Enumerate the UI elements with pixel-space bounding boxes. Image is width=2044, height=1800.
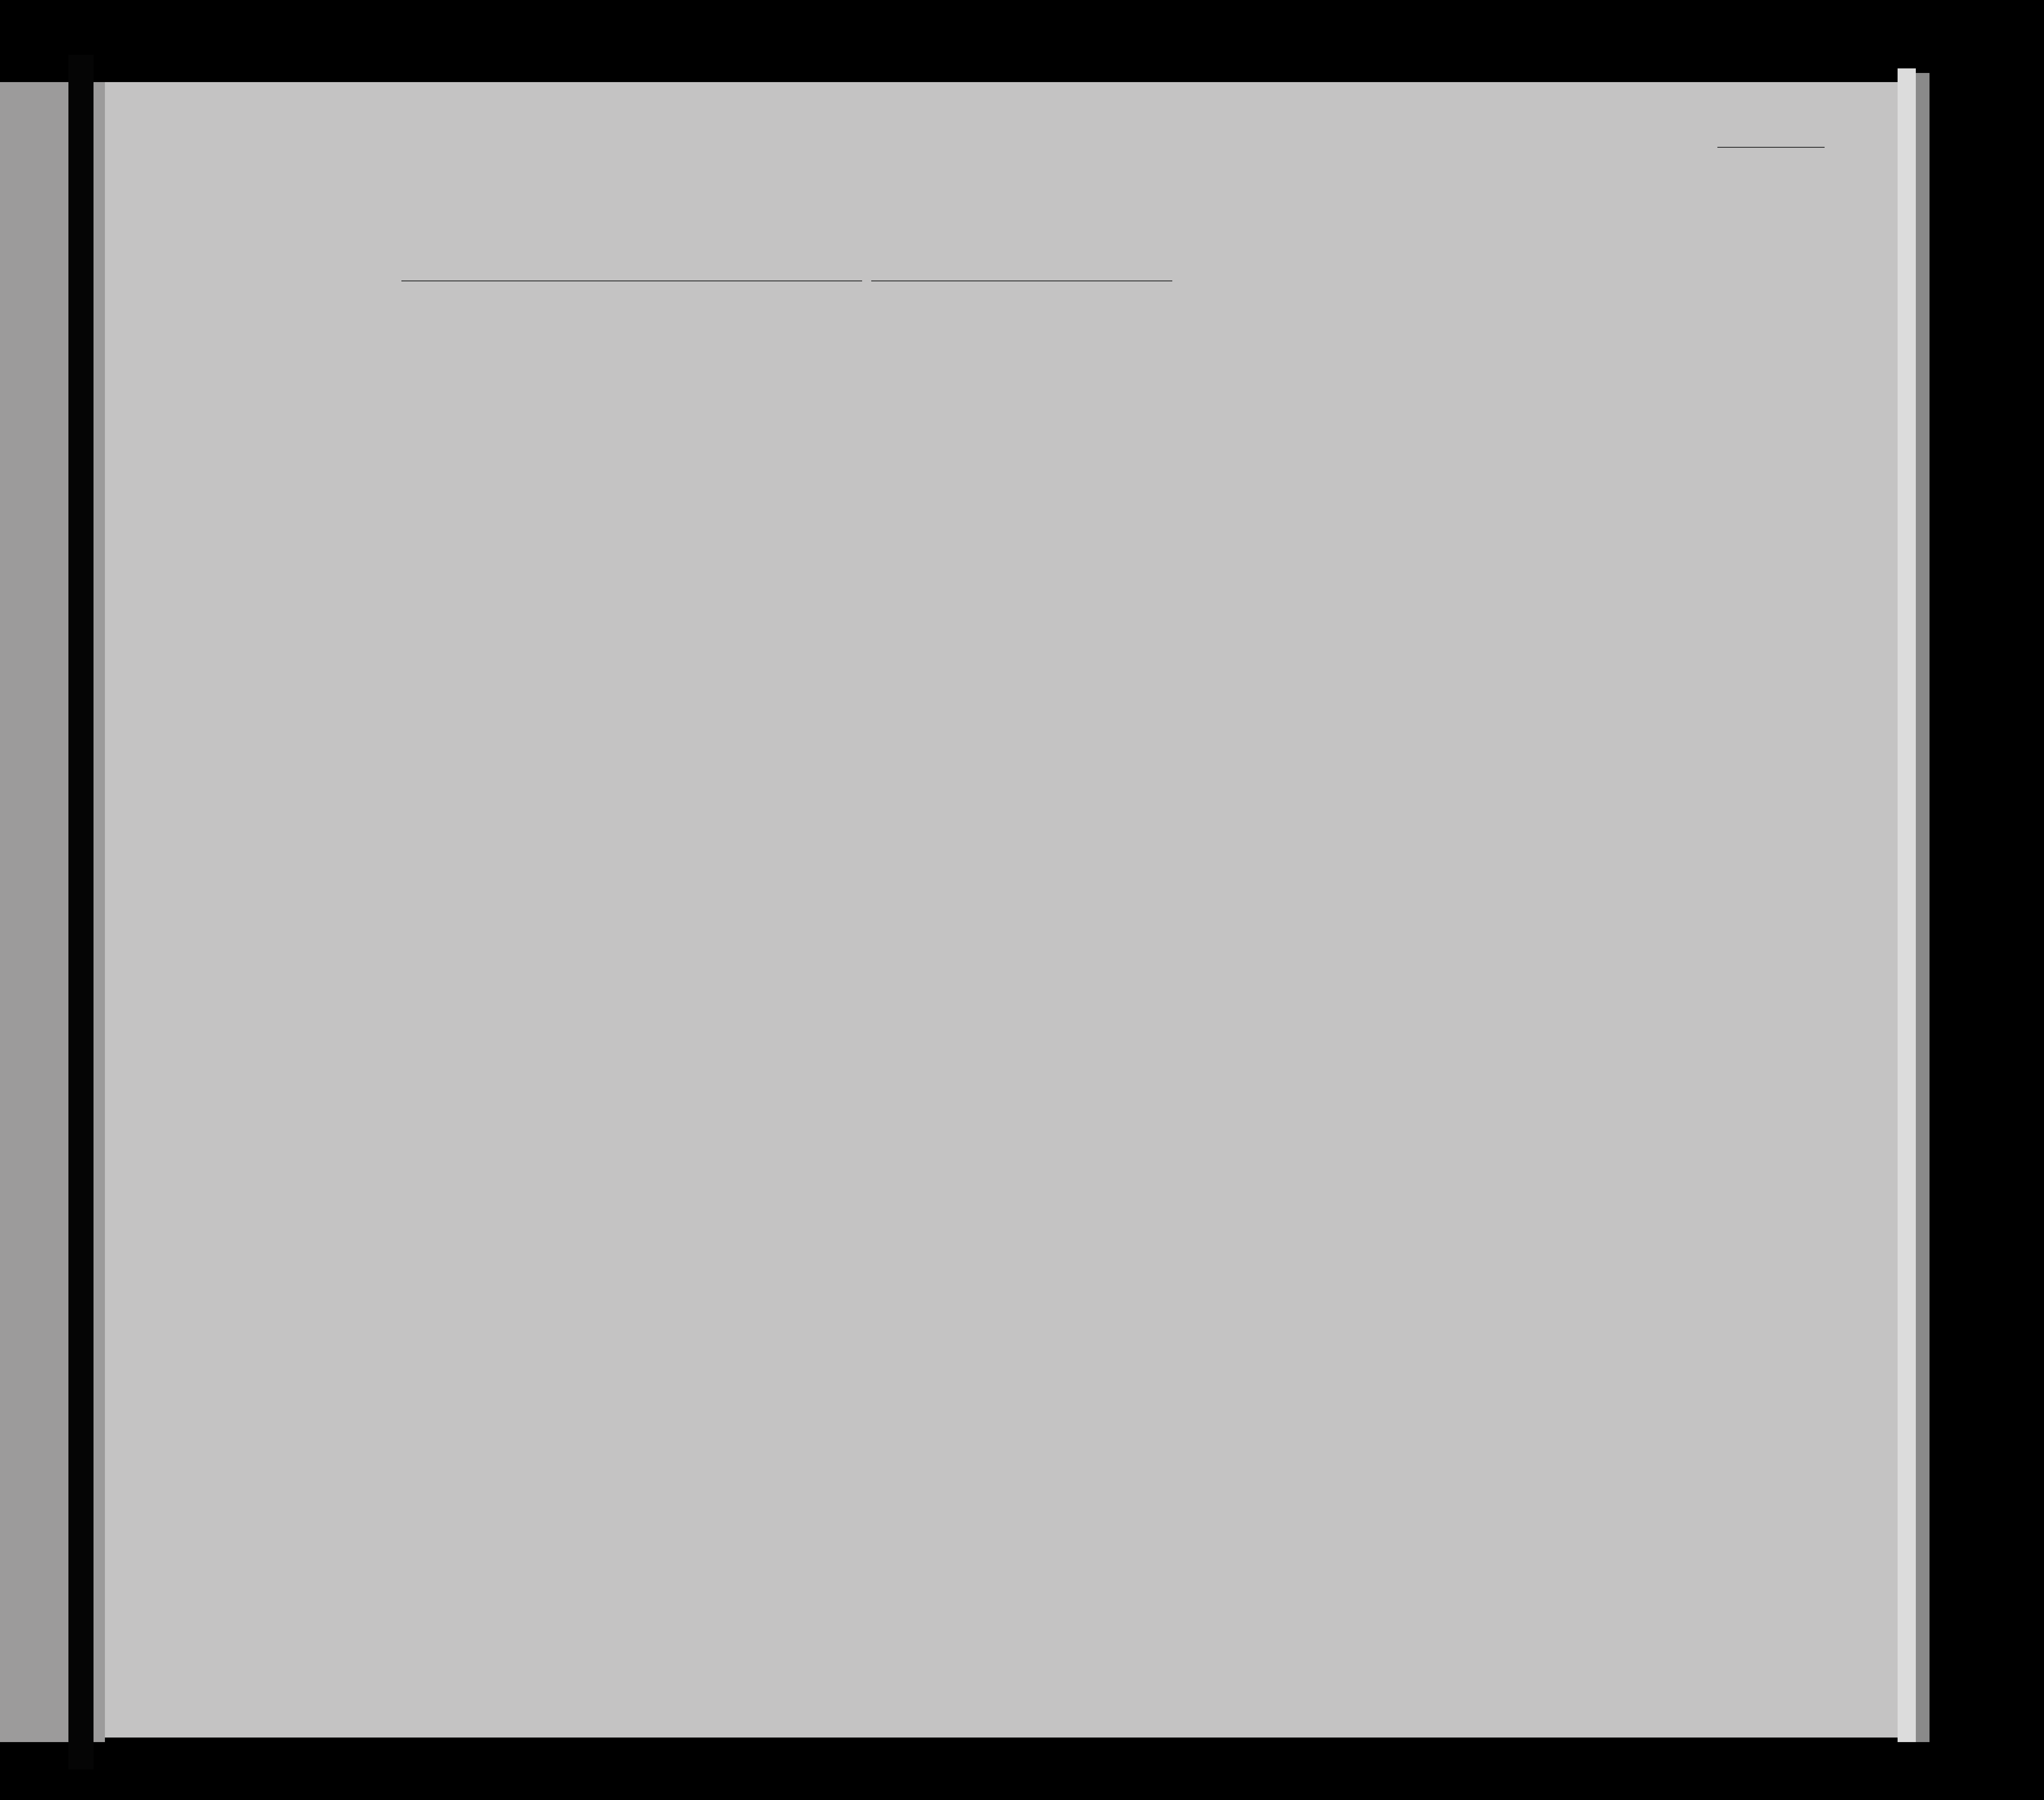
list-underline xyxy=(1717,147,1825,148)
port-underline xyxy=(401,280,862,281)
date-underline xyxy=(871,280,1172,281)
binding-spine xyxy=(68,55,94,1769)
